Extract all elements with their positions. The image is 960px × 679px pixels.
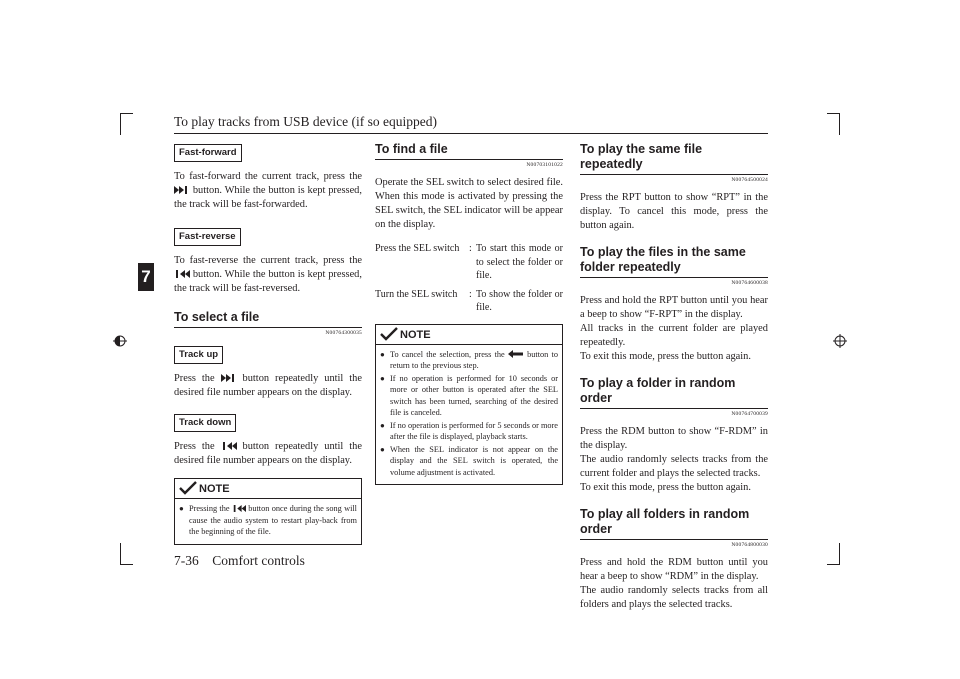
select-file-heading: To select a file [174,310,362,328]
repeat-file-text: Press the RPT button to show “RPT” in the display. To cancel this mode, press the button again. [580,192,768,231]
track-down-heading: Track down [174,414,236,432]
fast-reverse-text: To fast-reverse the current track, press the button. While the button is kept pressed, the track will be fast-reversed. [174,255,362,294]
skip-forward-icon [221,374,237,382]
track-up-heading: Track up [174,346,223,364]
section-code: N00764300035 [325,330,362,336]
repeat-folder-text: Press and hold the RPT button until you hear a beep to show “F-RPT” in the display. All tracks in the current folder are played repeatedly. To exit this mode, press the button again. [580,295,768,362]
column-2 [375,142,563,485]
section-name: Comfort controls [212,553,305,568]
crop-mark [827,564,840,565]
note-check-icon [179,481,197,495]
skip-back-icon [174,270,190,278]
skip-back-icon [221,442,237,450]
crop-mark [839,543,840,565]
registration-mark-icon [833,334,847,348]
fast-forward-heading: Fast-forward [174,144,242,162]
find-file-heading: To find a file [375,142,563,160]
skip-back-icon [232,505,246,512]
crop-mark [839,113,840,135]
chapter-tab: 7 [138,263,154,291]
note-header: NOTE [376,325,562,345]
note-item: ● If no operation is performed for 5 seconds or more after the file is displayed, playback starts. [380,420,558,443]
page-title: To play tracks from USB device (if so equipped) [174,114,437,129]
crop-mark [120,543,121,565]
page-footer [174,553,305,569]
note-box [375,324,563,486]
random-folder-text: Press the RDM button to show “F-RDM” in the display. The audio randomly selects tracks from the current folder and plays the selected tracks. To exit this mode, press the button again. [580,426,768,493]
section-code: N00764800030 [731,542,768,548]
note-list [175,499,361,544]
fast-reverse-heading: Fast-reverse [174,228,241,246]
column-1 [174,142,362,545]
note-item: ● When the SEL indicator is not appear on the display and the SEL switch is operated, the volume adjustment is activated. [380,444,558,479]
note-list [376,345,562,485]
random-all-text: Press and hold the RDM button until you hear a beep to show “RDM” in the display. The audio randomly selects tracks from all folders and plays the selected tracks. [580,557,768,610]
return-arrow-icon [508,350,524,358]
registration-mark-icon [113,334,127,348]
random-folder-heading: To play a folder in random order [580,376,768,409]
find-file-text: Operate the SEL switch to select desired file. When this mode is activated by pressing the SEL switch, the SEL indicator will be appear on the display. [375,177,563,230]
page-number: 7-36 [174,553,199,568]
note-box [174,478,362,545]
repeat-file-heading: To play the same file repeatedly [580,142,768,175]
repeat-folder-heading: To play the files in the same folder repeatedly [580,245,768,278]
track-up-text: Press the button repeatedly until the desired file number appears on the display. [174,373,362,398]
crop-mark [120,113,133,114]
section-code: N00764500024 [731,177,768,183]
track-down-text: Press the button repeatedly until the desired file number appears on the display. [174,441,362,466]
section-code: N00764600038 [731,280,768,286]
note-item: ● To cancel the selection, press the button to return to the previous step. [380,349,558,372]
note-header: NOTE [175,479,361,499]
crop-mark [120,113,121,135]
header-divider [174,133,768,134]
note-item: ● If no operation is performed for 10 seconds or more or other button is operated after the SEL switch has been turned, searching of the desired file is canceled. [380,373,558,419]
table-row: Turn the SEL switch : To show the folder or file. [375,288,563,313]
skip-forward-icon [174,186,190,194]
section-code: N00703101022 [526,162,563,168]
table-row: Press the SEL switch : To start this mode or to select the folder or file. [375,243,563,281]
column-3 [580,142,768,612]
crop-mark [827,113,840,114]
sel-switch-table [375,242,563,320]
fast-forward-text: To fast-forward the current track, press the button. While the button is kept pressed, the track will be fast-forwarded. [174,171,362,210]
crop-mark [120,564,133,565]
section-code: N00764700039 [731,411,768,417]
note-check-icon [380,327,398,341]
note-item: ● Pressing the button once during the song will cause the audio system to restart play-back from the beginning of the file. [179,503,357,538]
random-all-heading: To play all folders in random order [580,507,768,540]
